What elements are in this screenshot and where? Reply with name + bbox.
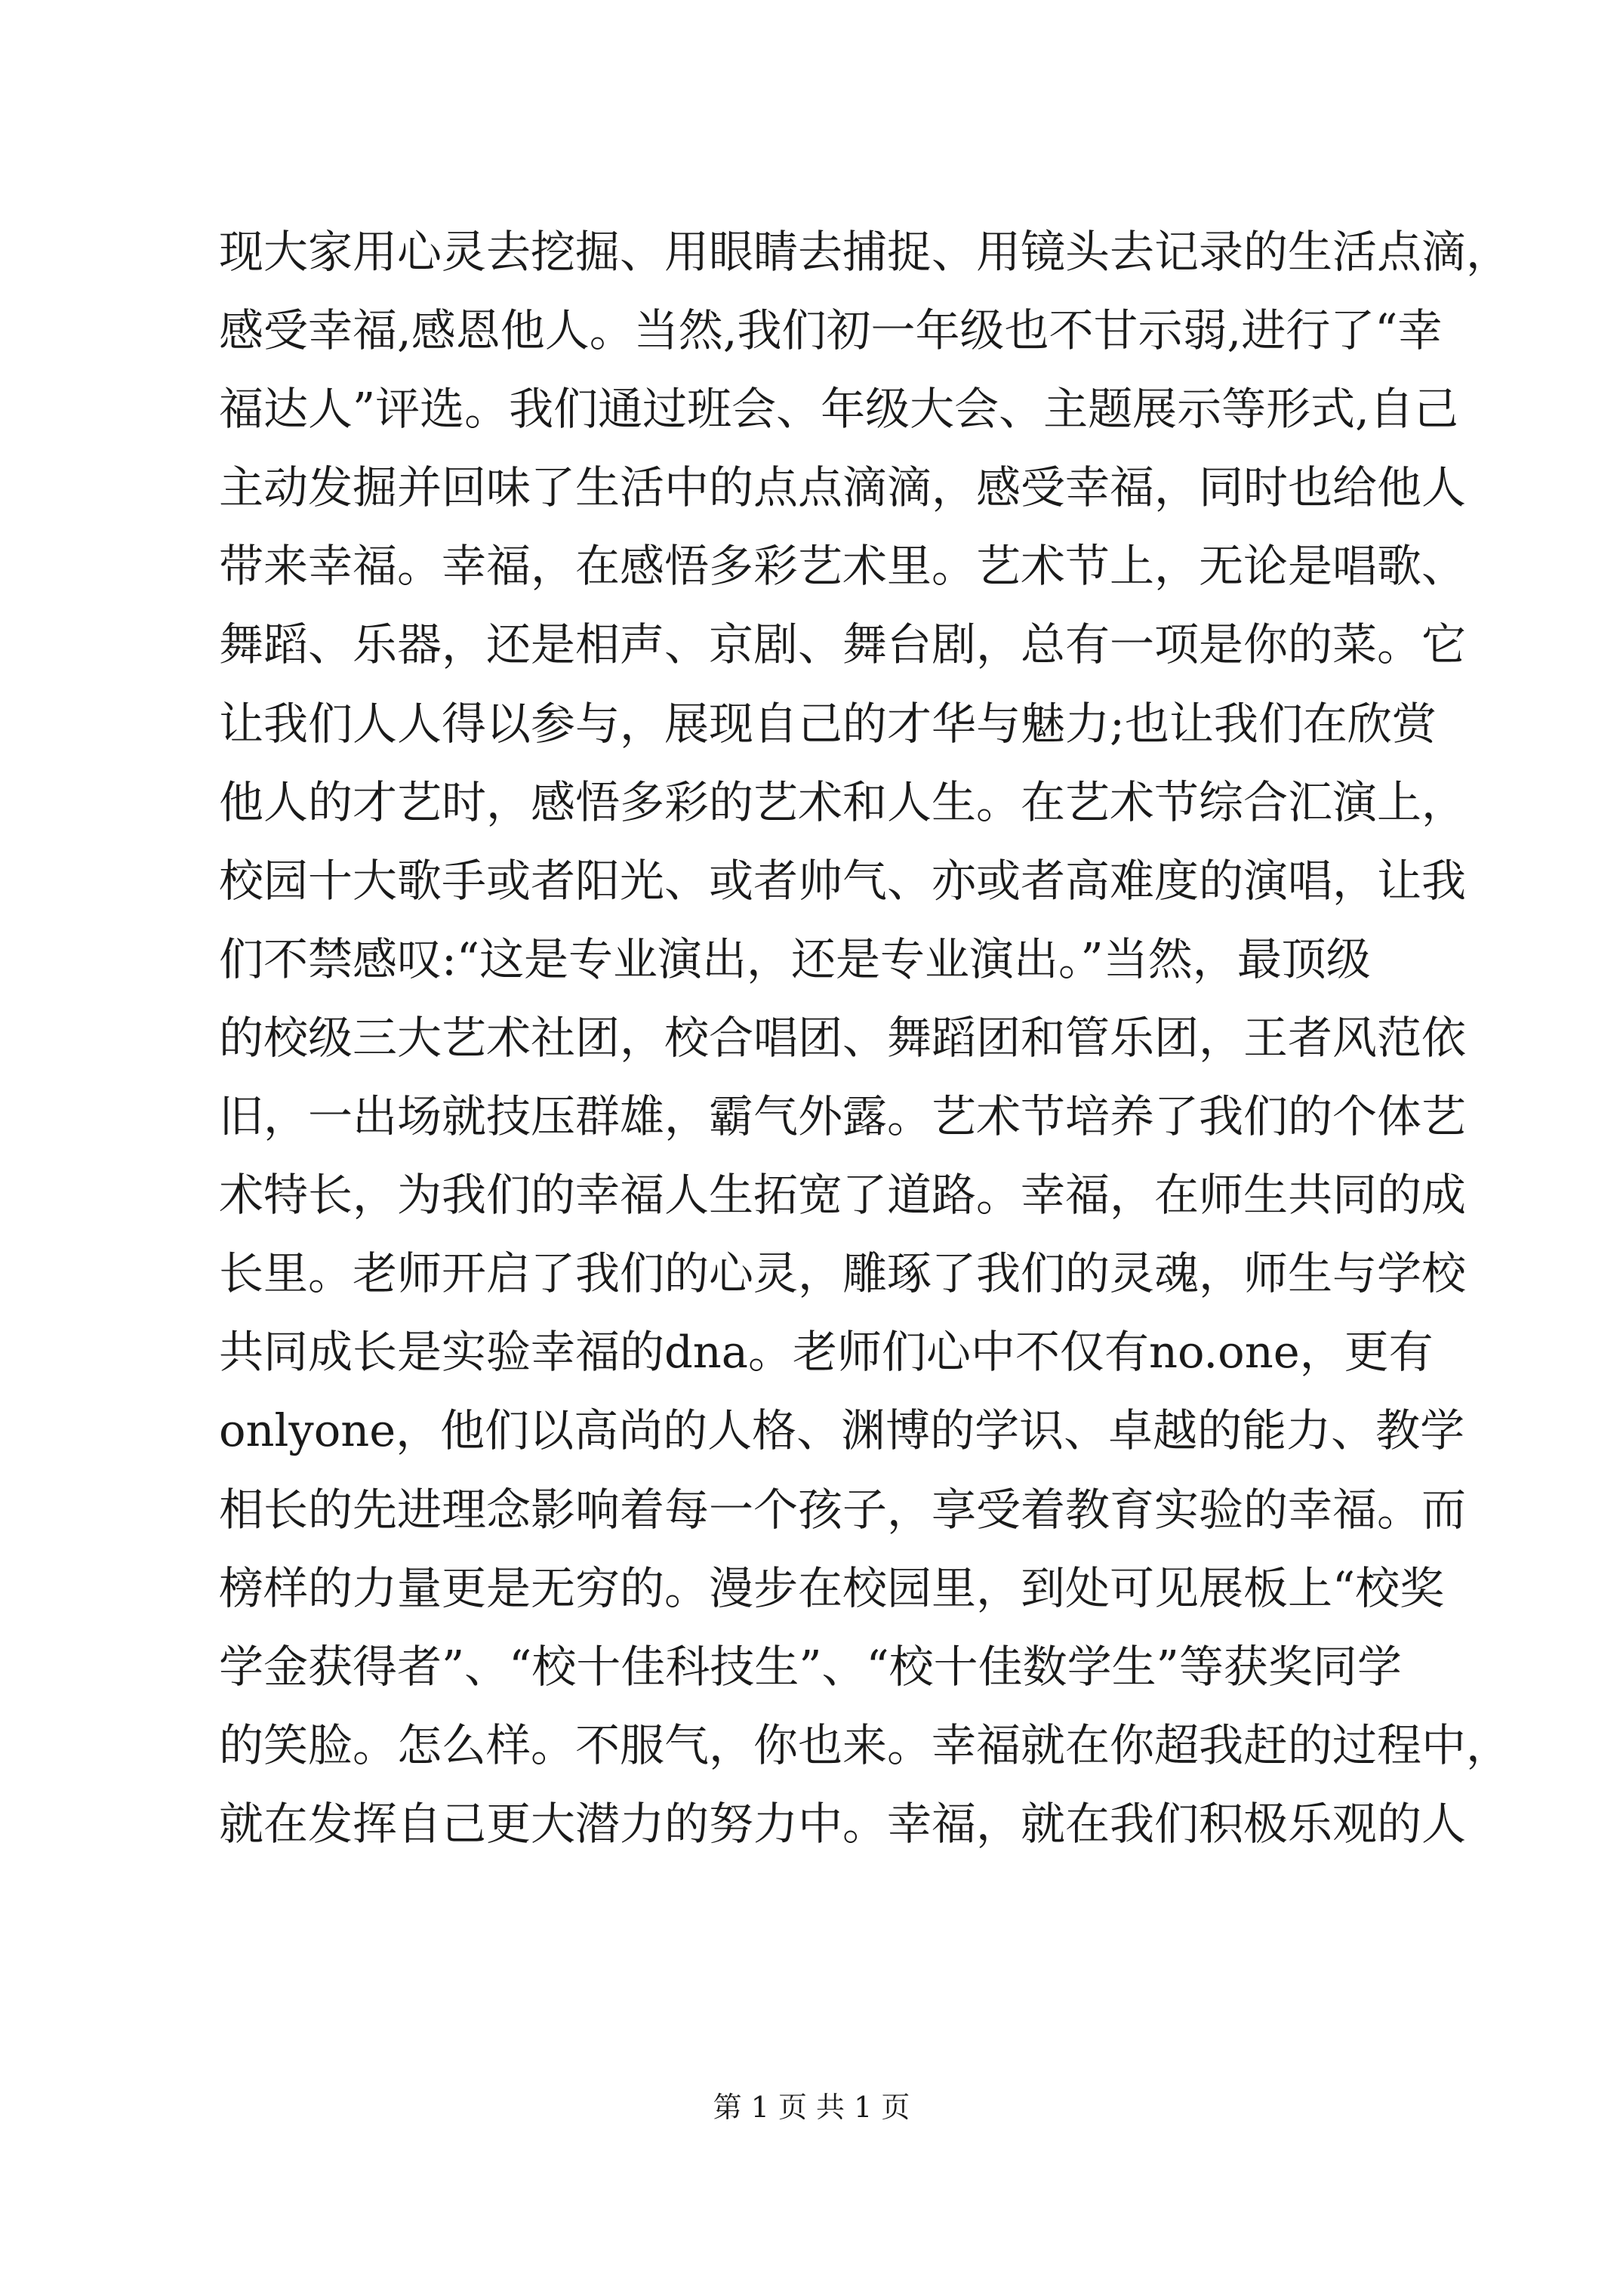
text-line: 校园十大歌手或者阳光、或者帅气、亦或者高难度的演唱，让我 (219, 854, 1467, 907)
text-line: 主动发掘并回味了生活中的点点滴滴，感受幸福，同时也给他人 (219, 461, 1467, 514)
text-line: 的笑脸。怎么样。不服气，你也来。幸福就在你超我赶的过程中， (219, 1718, 1511, 1771)
text-line: 的校级三大艺术社团，校合唱团、舞蹈团和管乐团，王者风范依 (219, 1011, 1467, 1064)
text-line: 感受幸福,感恩他人。当然,我们初一年级也不甘示弱,进行了“幸 (219, 304, 1443, 357)
body-paragraph (219, 213, 1511, 1863)
text-line: 学金获得者”、“校十佳科技生”、“校十佳数学生”等获奖同学 (219, 1640, 1402, 1693)
text-line: 他人的才艺时，感悟多彩的艺术和人生。在艺术节综合汇演上， (219, 775, 1467, 828)
text-line: 让我们人人得以参与，展现自己的才华与魅力;也让我们在欣赏 (219, 697, 1437, 750)
text-line: 就在发挥自己更大潜力的努力中。幸福，就在我们积极乐观的人 (219, 1797, 1467, 1850)
text-line: 舞蹈、乐器，还是相声、京剧、舞台剧，总有一项是你的菜。它 (219, 618, 1467, 671)
page-footer: 第 1 页 共 1 页 (713, 2091, 910, 2124)
text-line: 共同成长是实验幸福的dna。老师们心中不仅有no.one，更有 (219, 1326, 1434, 1379)
text-line: 相长的先进理念影响着每一个孩子，享受着教育实验的幸福。而 (219, 1483, 1467, 1536)
text-line: 们不禁感叹:“这是专业演出，还是专业演出。”当然，最顶级 (219, 932, 1371, 985)
text-line: 旧，一出场就技压群雄，霸气外露。艺术节培养了我们的个体艺 (219, 1090, 1467, 1143)
text-line: onlyone，他们以高尚的人格、渊博的学识、卓越的能力、教学 (219, 1404, 1465, 1457)
text-line: 术特长，为我们的幸福人生拓宽了道路。幸福，在师生共同的成 (219, 1169, 1467, 1222)
text-line: 现大家用心灵去挖掘、用眼睛去捕捉、用镜头去记录的生活点滴， (219, 226, 1511, 278)
text-line: 长里。老师开启了我们的心灵，雕琢了我们的灵魂，师生与学校 (219, 1247, 1467, 1300)
text-line: 榜样的力量更是无穷的。漫步在校园里，到处可见展板上“校奖 (219, 1561, 1445, 1614)
text-line: 带来幸福。幸福，在感悟多彩艺术里。艺术节上，无论是唱歌、 (219, 540, 1467, 593)
text-line: 福达人”评选。我们通过班会、年级大会、主题展示等形式,自己 (219, 383, 1458, 436)
